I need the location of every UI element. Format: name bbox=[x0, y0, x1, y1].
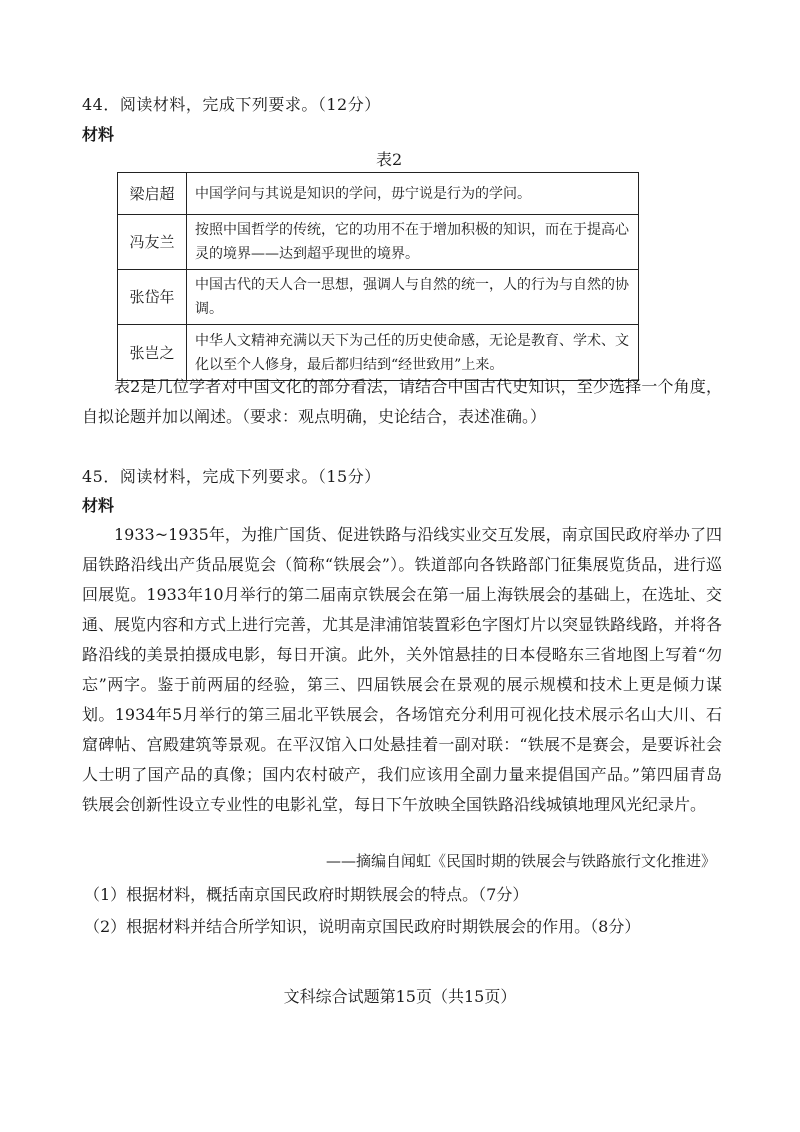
scholar-name: 张岂之 bbox=[118, 325, 187, 381]
table-caption: 表2 bbox=[376, 150, 403, 169]
scholar-name: 张岱年 bbox=[118, 270, 187, 325]
q45-material-label: 材料 bbox=[82, 496, 115, 515]
scholar-name: 梁启超 bbox=[118, 173, 187, 215]
q44-question: 表2是几位学者对中国文化的部分看法，请结合中国古代史知识，至少选择一个角度，自拟论题并加以阐述。（要求：观点明确，史论结合，表述准确。） bbox=[82, 377, 722, 426]
q45-title: 45．阅读材料，完成下列要求。（15分） bbox=[82, 467, 381, 486]
scholar-opinion: 中国学问与其说是知识的学问，毋宁说是行为的学问。 bbox=[187, 173, 639, 215]
scholar-name: 冯友兰 bbox=[118, 215, 187, 270]
table-row bbox=[118, 270, 639, 325]
scholar-opinion: 按照中国哲学的传统，它的功用不在于增加积极的知识，而在于提高心灵的境界——达到超乎现世的境界。 bbox=[187, 215, 639, 270]
q45-passage: 1933~1935年，为推广国货、促进铁路与沿线实业交互发展，南京国民政府举办了四届铁路沿线出产货品展览会（简称“铁展会”）。铁道部向各铁路部门征集展览货品，进行巡回展览。1933年10月举行的第二届南京铁展会在第一届上海铁展会的基础上，在选址、交通、展览内容和方式上进行完善，尤其是津浦馆装置彩色字图灯片以突显铁路线路，并将各路沿线的美景拍摄成电影，每日开演。此外，关外馆悬挂的日本侵略东三省地图上写着“勿忘”两字。鉴于前两届的经验，第三、四届铁展会在景观的展示规模和技术上更是倾力谋划。1934年5月举行的第三届北平铁展会，各场馆充分利用可视化技术展示名山大川、石窟碑帖、宫殿建筑等景观。在平汉馆入口处悬挂着一副对联：“铁展不是赛会，是要诉社会人士明了国产品的真像；国内农村破产，我们应该用全副力量来提倡国产品。”第四届青岛铁展会创新性设立专业性的电影礼堂，每日下午放映全国铁路沿线城镇地理风光纪录片。 bbox=[82, 525, 723, 814]
scholar-opinion-table bbox=[117, 172, 639, 381]
q44-title: 44．阅读材料，完成下列要求。（12分） bbox=[82, 95, 381, 114]
q45-sub-question-2: （2）根据材料并结合所学知识，说明南京国民政府时期铁展会的作用。（8分） bbox=[84, 917, 641, 936]
q45-citation: ——摘编自闻虹《民国时期的铁展会与铁路旅行文化推进》 bbox=[325, 852, 716, 870]
q44-material-label: 材料 bbox=[82, 125, 115, 144]
table-row bbox=[118, 215, 639, 270]
scholar-opinion: 中华人文精神充满以天下为己任的历史使命感，无论是教育、学术、文化以至个人修身，最后都归结到“经世致用”上来。 bbox=[187, 325, 639, 381]
scholar-opinion: 中国古代的天人合一思想，强调人与自然的统一，人的行为与自然的协调。 bbox=[187, 270, 639, 325]
table-row bbox=[118, 173, 639, 215]
q45-sub-question-1: （1）根据材料，概括南京国民政府时期铁展会的特点。（7分） bbox=[84, 885, 529, 904]
page-footer: 文科综合试题第15页（共15页） bbox=[283, 987, 517, 1006]
